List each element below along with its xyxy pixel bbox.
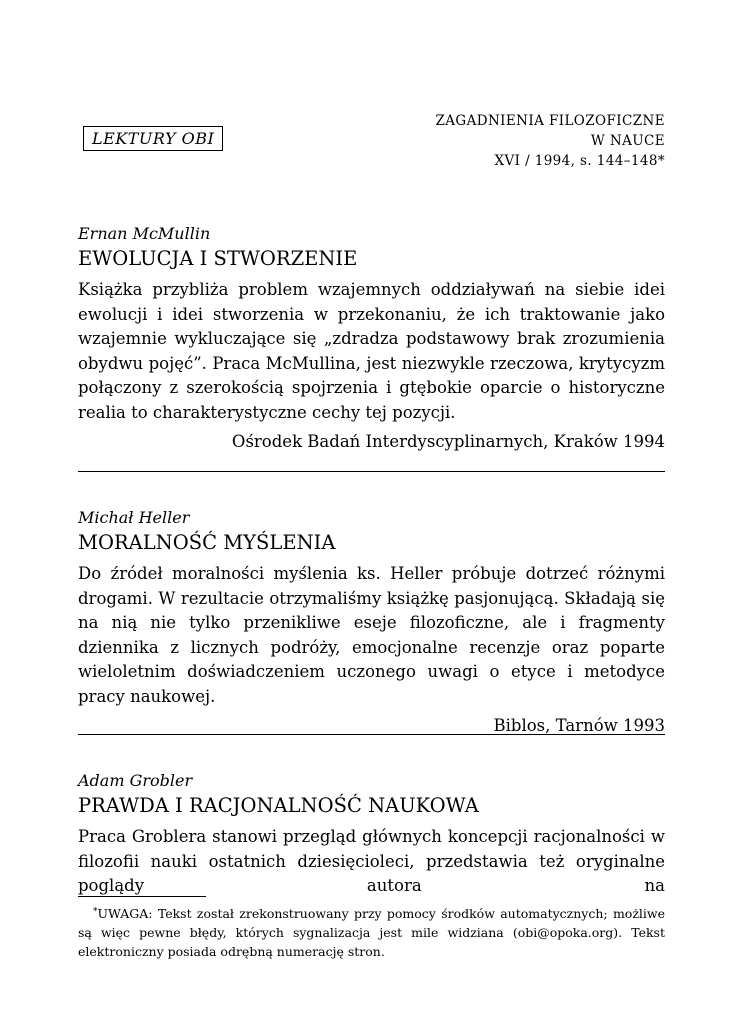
- footnote-divider: [78, 896, 206, 897]
- journal-subtitle: W NAUCE: [590, 133, 665, 149]
- section-divider: [78, 734, 665, 735]
- review-entry: [78, 508, 665, 738]
- review-publisher: Biblos, Tarnów 1993: [493, 716, 665, 735]
- footnote: [78, 903, 665, 961]
- review-author: Ernan McMullin: [78, 224, 211, 243]
- review-body: Książka przybliża problem wzajemnych oddziaływań na siebie idei ewolucji i idei stworzenia w przekonaniu, że ich traktowanie jako wzajemnie wykluczające się „zdradza podstawowy brak zrozumienia obydwu pojęć”. Praca McMullina, jest niezwykle rzeczowa, krytycyzm połączony z szerokością spojrzenia i gtębokie oparcie o historyczne realia to charakterystyczne cechy tej pozycji.: [78, 280, 665, 422]
- review-title: PRAWDA I RACJONALNOŚĆ NAUKOWA: [78, 794, 479, 817]
- review-title: MORALNOŚĆ MYŚLENIA: [78, 531, 336, 554]
- review-entry: [78, 771, 665, 899]
- review-publisher: Ośrodek Badań Interdyscyplinarnych, Kraków 1994: [231, 432, 665, 451]
- footnote-marker: *: [93, 907, 98, 917]
- journal-info: [435, 111, 665, 171]
- section-divider: [78, 471, 665, 472]
- review-body: Praca Groblera stanowi przegląd głównych koncepcji racjonalności w filozofii nauki ostatnich dziesięcioleci, przedstawia też oryginalne poglądy autora na: [78, 827, 665, 895]
- review-author: Michał Heller: [78, 508, 190, 527]
- review-author: Adam Grobler: [78, 771, 193, 790]
- page: [78, 0, 665, 1024]
- review-entry: [78, 224, 665, 454]
- series-label: LEKTURY OBI: [83, 126, 223, 151]
- review-body: Do źródeł moralności myślenia ks. Heller próbuje dotrzeć różnymi drogami. W rezultacie otrzymaliśmy książkę pasjonującą. Składają się na nią nie tylko przenikliwe eseje filozoficzne, ale i fragmenty dziennika z licznych podróży, emocjonalne recenzje oraz poparte wieloletnim doświadczeniem uczonego uwagi o etyce i metodyce pracy naukowej.: [78, 564, 665, 706]
- footnote-text: UWAGA: Tekst został zrekonstruowany przy pomocy środków automatycznych; możliwe są więc pewne błędy, których sygnalizacja jest mile widziana (obi@opoka.org). Tekst elektroniczny posiada odrębną numerację stron.: [78, 906, 665, 959]
- journal-issue: XVI / 1994, s. 144–148*: [494, 153, 665, 169]
- journal-name: ZAGADNIENIA FILOZOFICZNE: [435, 113, 665, 129]
- review-title: EWOLUCJA I STWORZENIE: [78, 247, 358, 270]
